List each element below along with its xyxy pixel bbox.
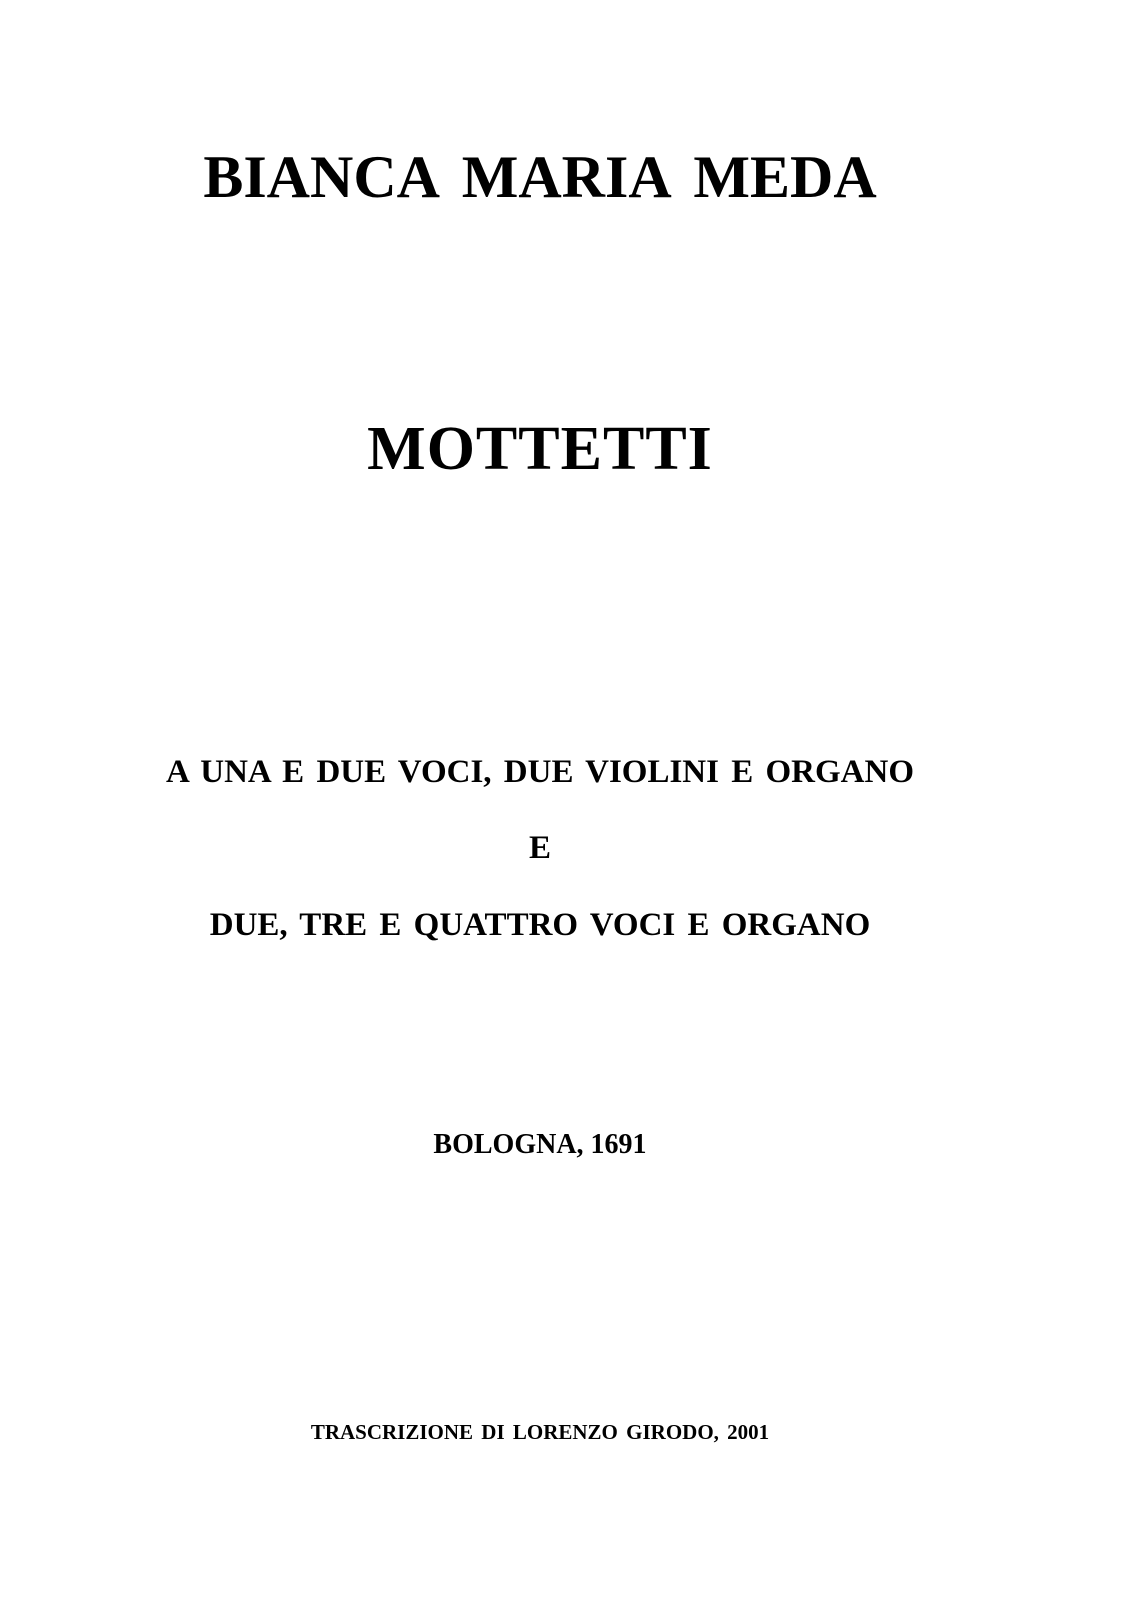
- composer-name: BIANCA MARIA MEDA: [203, 144, 877, 210]
- scoring-line-2: DUE, TRE E QUATTRO VOCI E ORGANO: [209, 907, 871, 943]
- publication-place-date: BOLOGNA, 1691: [433, 1129, 647, 1160]
- transcription-credit: TRASCRIZIONE DI LORENZO GIRODO, 2001: [310, 1420, 770, 1444]
- scoring-conjunction: E: [528, 830, 551, 866]
- scoring-line-1: A UNA E DUE VOCI, DUE VIOLINI E ORGANO: [166, 754, 914, 790]
- work-title: MOTTETTI: [367, 415, 713, 483]
